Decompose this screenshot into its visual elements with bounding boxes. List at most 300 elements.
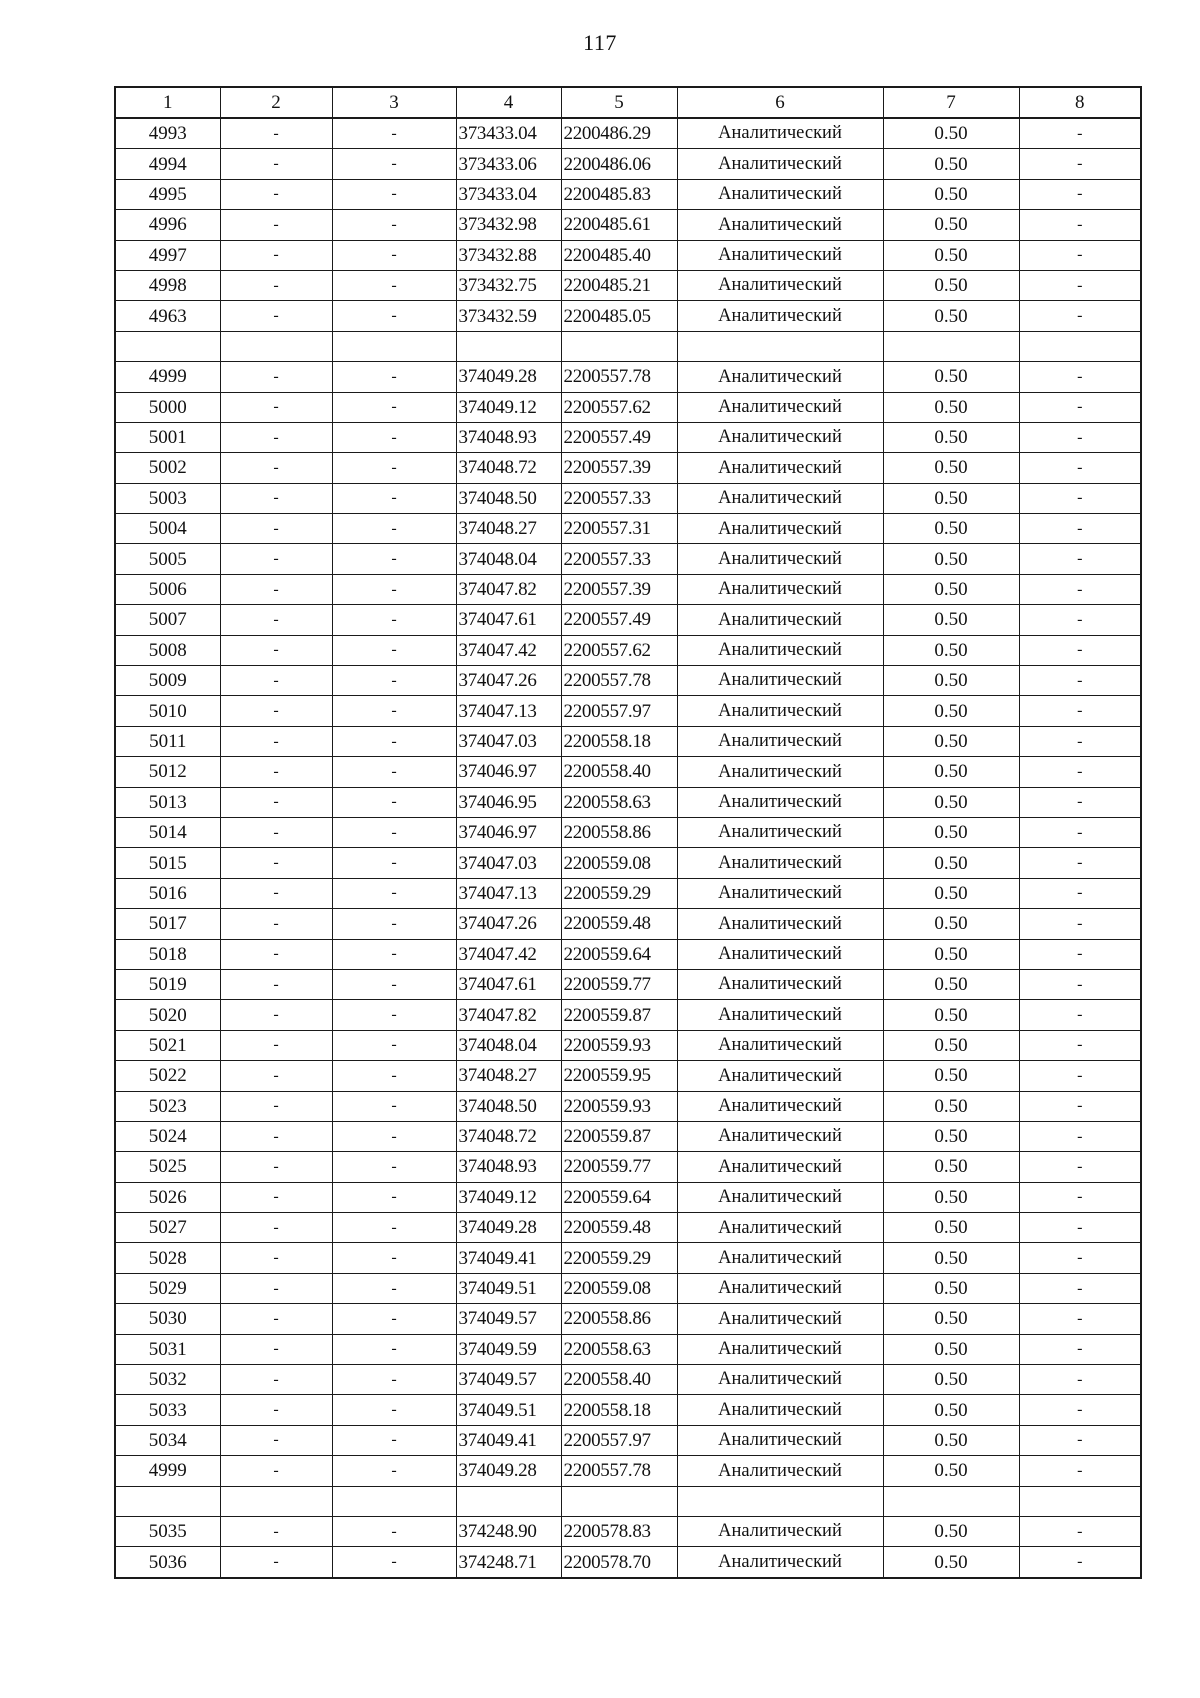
cell-coord-y: 2200485.61	[561, 210, 677, 240]
cell-method: Аналитический	[677, 939, 883, 969]
cell-coord-x: 374047.26	[456, 909, 561, 939]
cell-coord-y: 2200557.39	[561, 453, 677, 483]
column-header-4: 4	[456, 87, 561, 118]
cell-method: Аналитический	[677, 301, 883, 331]
cell-point-number: 4963	[115, 301, 220, 331]
cell-coord-x: 374047.82	[456, 1000, 561, 1030]
cell-col-2: -	[220, 696, 332, 726]
cell-point-number: 5027	[115, 1213, 220, 1243]
table-row	[115, 483, 1141, 513]
cell-coord-x: 374048.04	[456, 1030, 561, 1060]
table-row	[115, 878, 1141, 908]
coordinates-table	[114, 86, 1142, 1579]
cell-col-2: -	[220, 757, 332, 787]
cell-col-8: -	[1019, 1243, 1141, 1273]
cell-coord-x: 374048.72	[456, 453, 561, 483]
cell-coord-x: 374049.28	[456, 362, 561, 392]
cell-col-2: -	[220, 939, 332, 969]
cell-accuracy: 0.50	[883, 848, 1019, 878]
cell-coord-x: 373432.88	[456, 240, 561, 270]
cell-coord-x: 374248.90	[456, 1516, 561, 1546]
cell-method: Аналитический	[677, 179, 883, 209]
cell-coord-x: 374047.82	[456, 574, 561, 604]
cell-coord-y: 2200557.33	[561, 483, 677, 513]
cell-col-2: -	[220, 270, 332, 300]
table-row	[115, 696, 1141, 726]
cell-col-2: -	[220, 787, 332, 817]
table-row	[115, 605, 1141, 635]
cell-method: Аналитический	[677, 514, 883, 544]
cell-col-8: -	[1019, 1395, 1141, 1425]
cell-point-number: 5001	[115, 422, 220, 452]
table-row	[115, 453, 1141, 483]
cell-method: Аналитический	[677, 1365, 883, 1395]
cell-col-3: -	[332, 301, 456, 331]
cell-accuracy: 0.50	[883, 1030, 1019, 1060]
cell-col-2: -	[220, 1304, 332, 1334]
cell-point-number: 5019	[115, 969, 220, 999]
cell-accuracy: 0.50	[883, 1395, 1019, 1425]
cell-col-8: -	[1019, 757, 1141, 787]
cell-coord-y: 2200558.86	[561, 1304, 677, 1334]
cell-coord-y: 2200485.40	[561, 240, 677, 270]
cell-coord-y	[561, 331, 677, 361]
cell-point-number: 5006	[115, 574, 220, 604]
cell-col-2: -	[220, 635, 332, 665]
cell-col-3	[332, 1486, 456, 1516]
cell-col-2: -	[220, 878, 332, 908]
cell-coord-y: 2200485.21	[561, 270, 677, 300]
cell-col-3: -	[332, 1243, 456, 1273]
cell-col-8: -	[1019, 1213, 1141, 1243]
cell-col-3: -	[332, 1334, 456, 1364]
cell-point-number	[115, 331, 220, 361]
cell-coord-y: 2200559.48	[561, 1213, 677, 1243]
cell-col-2: -	[220, 301, 332, 331]
table-row-separator	[115, 331, 1141, 361]
cell-point-number: 5024	[115, 1121, 220, 1151]
table-row	[115, 544, 1141, 574]
cell-coord-x: 374047.03	[456, 848, 561, 878]
cell-col-3: -	[332, 726, 456, 756]
cell-col-3: -	[332, 696, 456, 726]
cell-coord-x: 374047.13	[456, 878, 561, 908]
cell-coord-y: 2200559.29	[561, 878, 677, 908]
cell-col-8: -	[1019, 301, 1141, 331]
cell-coord-y: 2200558.40	[561, 757, 677, 787]
cell-method: Аналитический	[677, 635, 883, 665]
cell-coord-y: 2200557.49	[561, 422, 677, 452]
cell-point-number: 5011	[115, 726, 220, 756]
cell-col-8: -	[1019, 909, 1141, 939]
cell-col-8: -	[1019, 270, 1141, 300]
table-row	[115, 1213, 1141, 1243]
cell-coord-x: 373433.04	[456, 179, 561, 209]
cell-coord-x: 374049.57	[456, 1365, 561, 1395]
cell-accuracy: 0.50	[883, 939, 1019, 969]
cell-col-2: -	[220, 1547, 332, 1578]
cell-coord-y: 2200557.78	[561, 362, 677, 392]
cell-col-8: -	[1019, 149, 1141, 179]
cell-method: Аналитический	[677, 1243, 883, 1273]
cell-point-number: 5036	[115, 1547, 220, 1578]
cell-accuracy: 0.50	[883, 1456, 1019, 1486]
cell-col-3: -	[332, 1152, 456, 1182]
cell-point-number	[115, 1486, 220, 1516]
cell-method: Аналитический	[677, 969, 883, 999]
table-row	[115, 422, 1141, 452]
table-row	[115, 210, 1141, 240]
cell-col-8: -	[1019, 1000, 1141, 1030]
cell-coord-x: 373433.04	[456, 118, 561, 149]
cell-coord-x	[456, 1486, 561, 1516]
table-row	[115, 848, 1141, 878]
cell-coord-y: 2200578.83	[561, 1516, 677, 1546]
cell-accuracy	[883, 1486, 1019, 1516]
cell-accuracy: 0.50	[883, 969, 1019, 999]
cell-col-3: -	[332, 969, 456, 999]
cell-col-2: -	[220, 1365, 332, 1395]
table-row	[115, 939, 1141, 969]
table-row	[115, 118, 1141, 149]
cell-col-2: -	[220, 118, 332, 149]
cell-point-number: 5035	[115, 1516, 220, 1546]
cell-coord-x: 373432.75	[456, 270, 561, 300]
cell-coord-y: 2200557.97	[561, 696, 677, 726]
cell-col-2: -	[220, 544, 332, 574]
cell-coord-x: 374049.51	[456, 1273, 561, 1303]
cell-accuracy: 0.50	[883, 1304, 1019, 1334]
cell-col-2: -	[220, 605, 332, 635]
table-row	[115, 1000, 1141, 1030]
cell-col-2: -	[220, 1456, 332, 1486]
cell-col-8: -	[1019, 240, 1141, 270]
cell-accuracy: 0.50	[883, 696, 1019, 726]
cell-point-number: 4996	[115, 210, 220, 240]
cell-method	[677, 331, 883, 361]
cell-coord-y: 2200559.08	[561, 1273, 677, 1303]
cell-coord-y: 2200558.40	[561, 1365, 677, 1395]
cell-col-3: -	[332, 939, 456, 969]
cell-col-2: -	[220, 574, 332, 604]
cell-coord-x: 373433.06	[456, 149, 561, 179]
cell-accuracy: 0.50	[883, 422, 1019, 452]
cell-coord-y: 2200559.93	[561, 1091, 677, 1121]
cell-method: Аналитический	[677, 483, 883, 513]
cell-point-number: 5009	[115, 666, 220, 696]
cell-col-2: -	[220, 514, 332, 544]
column-header-7: 7	[883, 87, 1019, 118]
cell-coord-y	[561, 1486, 677, 1516]
cell-accuracy: 0.50	[883, 1000, 1019, 1030]
cell-col-8: -	[1019, 1304, 1141, 1334]
cell-col-2: -	[220, 179, 332, 209]
table-body	[115, 118, 1141, 1578]
cell-accuracy: 0.50	[883, 1425, 1019, 1455]
table-row	[115, 969, 1141, 999]
cell-point-number: 5013	[115, 787, 220, 817]
cell-accuracy: 0.50	[883, 1243, 1019, 1273]
cell-col-3: -	[332, 1000, 456, 1030]
cell-col-2: -	[220, 1000, 332, 1030]
cell-col-8: -	[1019, 1152, 1141, 1182]
cell-col-3: -	[332, 362, 456, 392]
cell-coord-y: 2200559.64	[561, 1182, 677, 1212]
cell-col-3: -	[332, 544, 456, 574]
cell-method: Аналитический	[677, 1000, 883, 1030]
cell-accuracy: 0.50	[883, 514, 1019, 544]
cell-point-number: 5023	[115, 1091, 220, 1121]
cell-accuracy: 0.50	[883, 666, 1019, 696]
cell-col-3: -	[332, 453, 456, 483]
cell-col-2: -	[220, 1121, 332, 1151]
cell-col-3: -	[332, 787, 456, 817]
table-row	[115, 270, 1141, 300]
cell-col-3: -	[332, 1061, 456, 1091]
cell-accuracy: 0.50	[883, 757, 1019, 787]
table-row	[115, 817, 1141, 847]
cell-point-number: 5020	[115, 1000, 220, 1030]
table-row	[115, 1516, 1141, 1546]
cell-col-2	[220, 1486, 332, 1516]
cell-coord-x: 374049.51	[456, 1395, 561, 1425]
cell-col-8: -	[1019, 969, 1141, 999]
cell-col-2: -	[220, 1030, 332, 1060]
cell-coord-x: 374048.27	[456, 514, 561, 544]
cell-point-number: 5031	[115, 1334, 220, 1364]
cell-col-3: -	[332, 1091, 456, 1121]
cell-coord-y: 2200557.78	[561, 666, 677, 696]
cell-accuracy: 0.50	[883, 1334, 1019, 1364]
cell-coord-y: 2200559.29	[561, 1243, 677, 1273]
cell-accuracy: 0.50	[883, 1061, 1019, 1091]
cell-coord-x: 374048.04	[456, 544, 561, 574]
cell-method: Аналитический	[677, 574, 883, 604]
cell-point-number: 5016	[115, 878, 220, 908]
cell-method: Аналитический	[677, 1456, 883, 1486]
cell-point-number: 4998	[115, 270, 220, 300]
cell-col-3: -	[332, 605, 456, 635]
cell-method: Аналитический	[677, 848, 883, 878]
cell-point-number: 5033	[115, 1395, 220, 1425]
cell-col-2: -	[220, 149, 332, 179]
cell-coord-x: 374048.93	[456, 422, 561, 452]
cell-method: Аналитический	[677, 909, 883, 939]
cell-accuracy: 0.50	[883, 817, 1019, 847]
cell-accuracy: 0.50	[883, 1516, 1019, 1546]
table-row	[115, 514, 1141, 544]
cell-coord-x: 374248.71	[456, 1547, 561, 1578]
cell-col-3: -	[332, 757, 456, 787]
table-row	[115, 179, 1141, 209]
cell-coord-x: 374048.72	[456, 1121, 561, 1151]
cell-coord-x: 374049.28	[456, 1213, 561, 1243]
cell-col-2: -	[220, 362, 332, 392]
cell-coord-x: 374049.59	[456, 1334, 561, 1364]
cell-col-8: -	[1019, 392, 1141, 422]
cell-method: Аналитический	[677, 1304, 883, 1334]
cell-method: Аналитический	[677, 1213, 883, 1243]
cell-coord-x: 374047.13	[456, 696, 561, 726]
cell-coord-x: 373432.59	[456, 301, 561, 331]
cell-coord-y: 2200559.77	[561, 969, 677, 999]
table-header	[115, 87, 1141, 118]
cell-col-3: -	[332, 1304, 456, 1334]
cell-method: Аналитический	[677, 1061, 883, 1091]
cell-col-3: -	[332, 179, 456, 209]
table-row	[115, 666, 1141, 696]
cell-col-2: -	[220, 848, 332, 878]
cell-col-3: -	[332, 635, 456, 665]
cell-col-3: -	[332, 392, 456, 422]
cell-col-3: -	[332, 817, 456, 847]
cell-accuracy: 0.50	[883, 362, 1019, 392]
table-row	[115, 1365, 1141, 1395]
cell-col-2: -	[220, 483, 332, 513]
cell-accuracy: 0.50	[883, 787, 1019, 817]
cell-coord-x: 374049.12	[456, 392, 561, 422]
cell-method: Аналитический	[677, 1091, 883, 1121]
cell-coord-y: 2200559.93	[561, 1030, 677, 1060]
cell-coord-y: 2200578.70	[561, 1547, 677, 1578]
cell-col-2: -	[220, 726, 332, 756]
cell-col-2: -	[220, 210, 332, 240]
table-row	[115, 909, 1141, 939]
cell-col-3: -	[332, 1516, 456, 1546]
cell-col-3: -	[332, 666, 456, 696]
cell-col-8: -	[1019, 362, 1141, 392]
cell-coord-y: 2200559.95	[561, 1061, 677, 1091]
cell-col-3: -	[332, 422, 456, 452]
cell-accuracy: 0.50	[883, 544, 1019, 574]
cell-method: Аналитический	[677, 1395, 883, 1425]
cell-col-8: -	[1019, 422, 1141, 452]
cell-col-8: -	[1019, 817, 1141, 847]
cell-col-3: -	[332, 1213, 456, 1243]
cell-accuracy: 0.50	[883, 1182, 1019, 1212]
cell-coord-y: 2200559.77	[561, 1152, 677, 1182]
table-row	[115, 1061, 1141, 1091]
cell-coord-x	[456, 331, 561, 361]
cell-accuracy: 0.50	[883, 392, 1019, 422]
cell-col-8: -	[1019, 1516, 1141, 1546]
cell-col-8: -	[1019, 1091, 1141, 1121]
cell-method: Аналитический	[677, 696, 883, 726]
cell-point-number: 5029	[115, 1273, 220, 1303]
cell-method: Аналитический	[677, 149, 883, 179]
cell-method: Аналитический	[677, 270, 883, 300]
cell-point-number: 5034	[115, 1425, 220, 1455]
cell-point-number: 4999	[115, 362, 220, 392]
cell-point-number: 5004	[115, 514, 220, 544]
cell-col-3: -	[332, 1182, 456, 1212]
cell-col-3: -	[332, 1365, 456, 1395]
cell-method: Аналитический	[677, 1273, 883, 1303]
cell-point-number: 4999	[115, 1456, 220, 1486]
cell-point-number: 5030	[115, 1304, 220, 1334]
cell-col-3: -	[332, 1273, 456, 1303]
cell-coord-x: 374049.57	[456, 1304, 561, 1334]
cell-accuracy: 0.50	[883, 301, 1019, 331]
cell-col-8: -	[1019, 514, 1141, 544]
cell-point-number: 5022	[115, 1061, 220, 1091]
cell-point-number: 4993	[115, 118, 220, 149]
cell-accuracy: 0.50	[883, 909, 1019, 939]
table-row	[115, 635, 1141, 665]
cell-col-8	[1019, 331, 1141, 361]
cell-accuracy: 0.50	[883, 240, 1019, 270]
cell-accuracy	[883, 331, 1019, 361]
cell-method: Аналитический	[677, 605, 883, 635]
cell-coord-x: 374049.41	[456, 1425, 561, 1455]
cell-point-number: 5002	[115, 453, 220, 483]
cell-method: Аналитический	[677, 1182, 883, 1212]
table-row	[115, 1152, 1141, 1182]
cell-coord-y: 2200558.18	[561, 1395, 677, 1425]
table-row	[115, 1121, 1141, 1151]
cell-col-8: -	[1019, 1365, 1141, 1395]
cell-coord-x: 374046.97	[456, 757, 561, 787]
column-header-6: 6	[677, 87, 883, 118]
cell-method: Аналитический	[677, 1121, 883, 1151]
table-row	[115, 1182, 1141, 1212]
cell-col-8: -	[1019, 1061, 1141, 1091]
cell-accuracy: 0.50	[883, 878, 1019, 908]
table-row	[115, 1334, 1141, 1364]
cell-col-3: -	[332, 1030, 456, 1060]
cell-col-2: -	[220, 909, 332, 939]
cell-col-2: -	[220, 1425, 332, 1455]
cell-col-2: -	[220, 969, 332, 999]
cell-coord-y: 2200558.86	[561, 817, 677, 847]
cell-col-3: -	[332, 149, 456, 179]
cell-col-8: -	[1019, 878, 1141, 908]
cell-coord-x: 374049.41	[456, 1243, 561, 1273]
cell-col-8: -	[1019, 483, 1141, 513]
cell-coord-y: 2200558.18	[561, 726, 677, 756]
cell-point-number: 5005	[115, 544, 220, 574]
cell-accuracy: 0.50	[883, 635, 1019, 665]
cell-col-2: -	[220, 1091, 332, 1121]
cell-method: Аналитический	[677, 1030, 883, 1060]
cell-method: Аналитический	[677, 1547, 883, 1578]
cell-point-number: 5010	[115, 696, 220, 726]
cell-method	[677, 1486, 883, 1516]
cell-coord-y: 2200559.87	[561, 1121, 677, 1151]
cell-accuracy: 0.50	[883, 1365, 1019, 1395]
cell-coord-y: 2200559.08	[561, 848, 677, 878]
cell-point-number: 5026	[115, 1182, 220, 1212]
cell-accuracy: 0.50	[883, 1213, 1019, 1243]
cell-col-2: -	[220, 1152, 332, 1182]
cell-col-3: -	[332, 210, 456, 240]
cell-coord-x: 373432.98	[456, 210, 561, 240]
cell-coord-y: 2200557.97	[561, 1425, 677, 1455]
cell-method: Аналитический	[677, 787, 883, 817]
cell-col-3: -	[332, 483, 456, 513]
cell-coord-y: 2200557.78	[561, 1456, 677, 1486]
cell-col-3: -	[332, 1395, 456, 1425]
cell-accuracy: 0.50	[883, 149, 1019, 179]
cell-method: Аналитический	[677, 1516, 883, 1546]
cell-col-2: -	[220, 1243, 332, 1273]
cell-col-8: -	[1019, 1030, 1141, 1060]
cell-coord-x: 374047.42	[456, 635, 561, 665]
cell-col-8: -	[1019, 1547, 1141, 1578]
table-row	[115, 392, 1141, 422]
cell-accuracy: 0.50	[883, 179, 1019, 209]
cell-col-2: -	[220, 240, 332, 270]
